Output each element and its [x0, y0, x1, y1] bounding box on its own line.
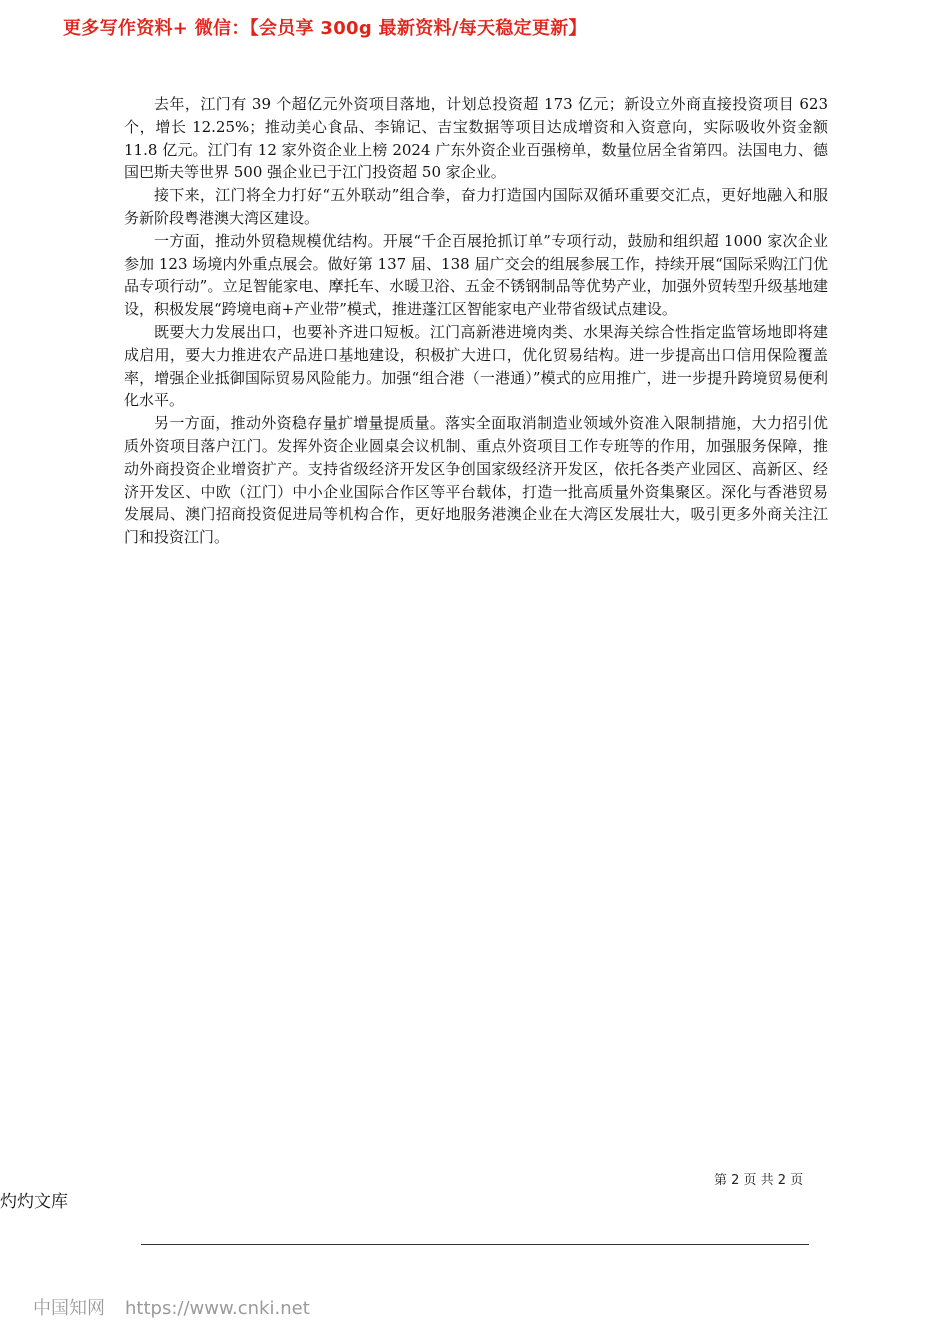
watermark-url[interactable]: https://www.cnki.net	[125, 1298, 310, 1319]
brand-name: 灼灼文库	[0, 1192, 68, 1212]
promo-banner: 更多写作资料+ 微信：【会员享 300g 最新资料/每天稳定更新】	[63, 18, 587, 39]
article-paragraph: 一方面，推动外贸稳规模优结构。开展“千企百展抢抓订单”专项行动，鼓励和组织超 1000 家次企业参加 123 场境内外重点展会。做好第 137 届、138 届广交会的组展参展工作，持续开展“国际采购江门优品专项行动”。立足智能家电、摩托车、水暖卫浴、五金不锈钢制品等优势产业，加强外贸转型升级基地建设，积极发展“跨境电商+产业带”模式，推进蓬江区智能家电产业带省级试点建设。	[124, 231, 828, 319]
footer-divider	[141, 1244, 809, 1245]
article-paragraph: 去年，江门有 39 个超亿元外资项目落地，计划总投资超 173 亿元；新设立外商直接投资项目 623 个，增长 12.25%；推动美心食品、李锦记、吉宝数据等项目达成增资和入资意向，实际吸收外资金额 11.8 亿元。江门有 12 家外资企业上榜 2024 广东外资企业百强榜单，数量位居全省第四。法国电力、德国巴斯夫等世界 500 强企业已于江门投资超 50 家企业。	[124, 95, 828, 182]
article-body	[124, 93, 828, 549]
page-number: 第 2 页 共 2 页	[714, 1173, 804, 1188]
watermark	[33, 1294, 310, 1320]
article-paragraph: 接下来，江门将全力打好“五外联动”组合拳，奋力打造国内国际双循环重要交汇点，更好地融入和服务新阶段粤港澳大湾区建设。	[124, 186, 828, 227]
article-paragraph: 既要大力发展出口，也要补齐进口短板。江门高新港进境肉类、水果海关综合性指定监管场地即将建成启用，要大力推进农产品进口基地建设，积极扩大进口，优化贸易结构。进一步提高出口信用保险覆盖率，增强企业抵御国际贸易风险能力。加强“组合港（一港通）”模式的应用推广，进一步提升跨境贸易便利化水平。	[124, 322, 828, 410]
article-paragraph: 另一方面，推动外资稳存量扩增量提质量。落实全面取消制造业领域外资准入限制措施，大力招引优质外资项目落户江门。发挥外资企业圆桌会议机制、重点外资项目工作专班等的作用，加强服务保障，推动外商投资企业增资扩产。支持省级经济开发区争创国家级经济开发区，依托各类产业园区、高新区、经济开发区、中欧（江门）中小企业国际合作区等平台载体，打造一批高质量外资集聚区。深化与香港贸易发展局、澳门招商投资促进局等机构合作，更好地服务港澳企业在大湾区发展壮大，吸引更多外商关注江门和投资江门。	[124, 414, 828, 547]
watermark-site-name: 中国知网	[33, 1298, 105, 1319]
